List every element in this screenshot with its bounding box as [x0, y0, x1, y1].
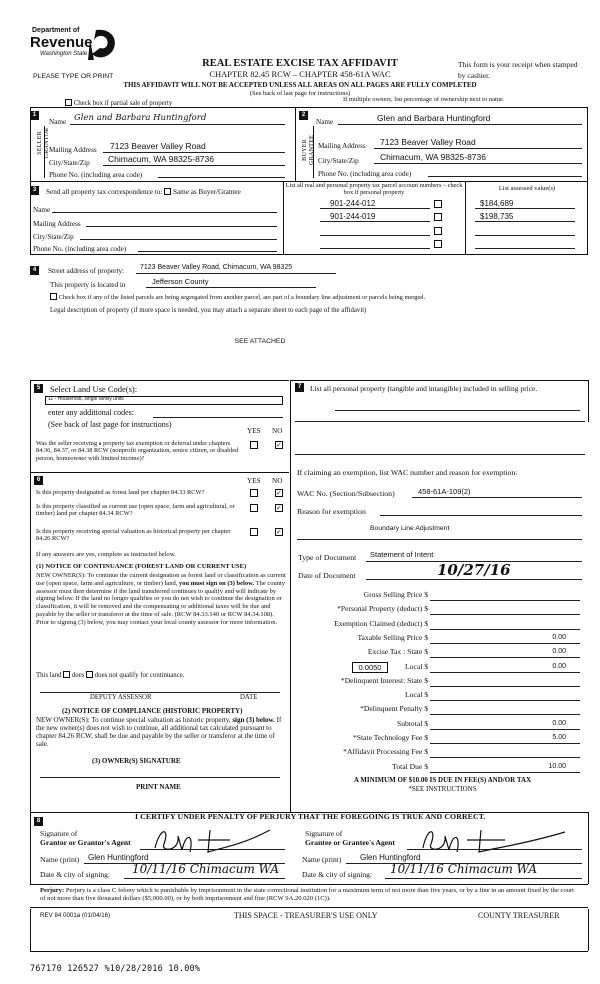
s5-no: NO: [272, 427, 283, 435]
street-value[interactable]: 7123 Beaver Valley Road, Chimacum, WA 98325: [140, 264, 293, 271]
doc-date-value[interactable]: 10/27/16: [437, 561, 511, 579]
minimum-fee-note: A MINIMUM OF $10.00 IS DUE IN FEE(S) AND/OR TAX: [353, 776, 532, 784]
buyer-name-label: Name: [316, 118, 334, 126]
additional-codes-label: enter any additional codes:: [48, 408, 134, 417]
section-5-number: 5: [34, 384, 43, 393]
fee-row: [296, 634, 586, 646]
notice-compliance-text: [36, 716, 286, 748]
county-treasurer: COUNTY TREASURER: [478, 911, 560, 920]
grantor-date-value[interactable]: 10/11/16 Chimacum WA: [132, 862, 280, 876]
segregated-checkbox[interactable]: [50, 293, 57, 300]
seller-address-value[interactable]: 7123 Beaver Valley Road: [110, 141, 206, 151]
form-chapter: CHAPTER 82.45 RCW – CHAPTER 458-61A WAC: [209, 69, 391, 79]
fee-row: [296, 605, 586, 617]
seller-name-value[interactable]: Glen and Barbara Huntingford: [74, 113, 207, 123]
fee-label: *State Technology Fee $: [352, 733, 428, 742]
grantor-signature[interactable]: [150, 822, 280, 857]
buyer-address-label: Mailing Address: [318, 142, 366, 150]
section-8-number: 8: [34, 817, 43, 826]
county-value[interactable]: Jefferson County: [152, 277, 209, 286]
historic-no-checkbox[interactable]: ✓: [276, 528, 282, 536]
grantee-name-value[interactable]: Glen Huntingford: [360, 853, 421, 862]
reason-value[interactable]: Boundary Line Adjustment: [370, 525, 450, 532]
assessed-value[interactable]: $198,735: [480, 212, 514, 221]
assessed-header: List assessed value(s): [498, 185, 556, 192]
fee-value[interactable]: 0.00: [552, 648, 566, 656]
dept-line2: Revenue: [30, 34, 93, 51]
perjury-bold: Perjury:: [40, 887, 65, 894]
fee-label: *Personal Property (deduct) $: [337, 604, 428, 614]
wac-value[interactable]: 458-61A-109(2): [418, 487, 471, 496]
same-as-buyer-checkbox[interactable]: [164, 188, 171, 195]
personal-property-checkbox[interactable]: [434, 200, 442, 208]
send-label: Send all property tax correspondence to:: [46, 188, 163, 196]
grantor-name-label: Name (print): [40, 855, 80, 864]
land-use-label: Select Land Use Code(s):: [50, 384, 138, 394]
section-4-number: 4: [30, 266, 39, 275]
s3-phone-label: Phone No. (including area code): [33, 245, 127, 253]
personal-property-label: List all personal property (tangible and intangible) included in selling price.: [310, 384, 538, 393]
send-correspondence: [46, 188, 241, 196]
header-see-back: (See back of last page for instructions): [249, 90, 351, 97]
notice-compliance-title: (2) NOTICE OF COMPLIANCE (HISTORIC PROPERTY): [62, 707, 243, 715]
notice-continuance-title: (1) NOTICE OF CONTINUANCE (FOREST LAND OR CURRENT USE): [36, 563, 247, 570]
notice2-c: If the new owner(s) does not wish to continue, all additional tax calculated pursuant to chapter 84.26 RCW, shall be due and payable by the seller or transferor at the time of sale.: [36, 716, 282, 749]
fee-label: Gross Selling Price $: [363, 590, 428, 599]
grantee-date-label: Date & city of signing:: [302, 870, 373, 879]
see-attached: SEE ATTACHED: [234, 338, 286, 345]
form-warning: THIS AFFIDAVIT WILL NOT BE ACCEPTED UNLESS ALL AREAS ON ALL PAGES ARE FULLY COMPLETED: [123, 81, 477, 89]
fee-row: [296, 748, 586, 760]
assessed-value[interactable]: $184,689: [480, 199, 514, 208]
segregated-label: Check box if any of the listed parcels are being segregated from another parcel, are part of a boundary line adjustment or parcels being merged.: [58, 294, 426, 301]
notice1-a: NEW OWNER(S): To continue the current designation as forest land or classification as current use (open space, farm and agriculture, or timber) land,: [36, 572, 286, 587]
land-qualify-row: [36, 671, 184, 680]
fee-row: [296, 677, 586, 689]
fee-row: [296, 763, 586, 775]
perjury-notice: [40, 887, 580, 903]
buyer-city-value[interactable]: Chimacum, WA 98325-8736: [380, 152, 486, 162]
section-6-number: 6: [34, 476, 43, 485]
fee-label: Taxable Selling Price $: [357, 632, 428, 642]
buyer-city-label: City/State/Zip: [318, 157, 359, 165]
current-use-yes-checkbox[interactable]: [250, 504, 258, 512]
grantor-sig-l2: Grantor or Grantor's Agent: [40, 837, 131, 847]
seller-name-label: Name: [49, 118, 67, 126]
s3-address-label: Mailing Address: [33, 220, 81, 228]
historic-question: Is this property receiving special valuation as historical property per chapter 84.26 RCW?: [36, 528, 231, 543]
land-use-select[interactable]: [45, 396, 283, 405]
fee-row: [296, 720, 586, 732]
buyer-name-value[interactable]: Glen and Barbara Huntingford: [377, 113, 491, 123]
s5-yes: YES: [247, 427, 261, 435]
does-not-label: does not: [94, 672, 118, 679]
fee-row: [296, 591, 586, 603]
street-label: Street address of property:: [48, 267, 125, 275]
parcel-row: [290, 238, 585, 250]
seller-side-label: SELLER GRANTOR: [37, 127, 50, 159]
fee-label: Local $: [405, 661, 428, 671]
notice2-b: sign (3) below.: [232, 716, 275, 724]
parcel-row: [290, 198, 585, 210]
if-yes-note: If any answers are yes, complete as instructed below.: [36, 551, 176, 558]
section-2-number: 2: [299, 111, 308, 120]
current-use-no-checkbox[interactable]: ✓: [276, 504, 282, 512]
buyer-phone-label: Phone No. (including area code): [318, 170, 412, 178]
legal-description-label: Legal description of property (if more space is needed, you may attach a separate sheet to each page of the affidavit): [50, 307, 367, 314]
wac-label: WAC No. (Section/Subsection): [297, 489, 395, 498]
grantee-signature[interactable]: [415, 822, 575, 857]
buyer-address-value[interactable]: 7123 Beaver Valley Road: [380, 137, 476, 147]
doc-date-label: Date of Document: [298, 571, 356, 580]
parcel-row: [290, 225, 585, 237]
fee-label: Excise Tax : State $: [367, 647, 428, 657]
doc-type-value[interactable]: Statement of Intent: [370, 550, 434, 559]
same-as-buyer-label: Same as Buyer/Grantee: [172, 188, 241, 196]
s3-name-label: Name: [33, 206, 51, 214]
grantee-date-value[interactable]: 10/11/16 Chimacum WA: [390, 862, 538, 876]
grantor-sig-l1: Signature of: [40, 829, 78, 838]
located-label: This property is located in: [50, 281, 126, 289]
historic-yes-checkbox[interactable]: [250, 528, 258, 536]
rev-number: REV 84 0001a (01/04/16): [40, 912, 111, 919]
grantee-sig-label: [305, 830, 395, 847]
notice1-b: you must sign on (3) below.: [178, 579, 255, 587]
s6-yes: YES: [247, 477, 261, 485]
fee-value[interactable]: 0.00: [552, 719, 566, 727]
fee-row: [296, 705, 586, 717]
please-type: PLEASE TYPE OR PRINT: [33, 73, 114, 80]
seller-city-label: City/State/Zip: [49, 159, 90, 167]
receipt-note: This form is your receipt when stamped by cashier.: [458, 60, 578, 80]
claiming-exemption-label: If claiming an exemption, list WAC number and reason for exemption:: [297, 468, 518, 477]
notice2-a: NEW OWNER(S): To continue special valuation as historic property,: [36, 716, 231, 724]
land-label: This land: [36, 672, 62, 679]
forest-no-checkbox[interactable]: ✓: [276, 489, 282, 497]
personal-property-checkbox[interactable]: [434, 227, 442, 235]
dept-line3: Washington State: [40, 51, 88, 57]
segregated-row: [50, 293, 425, 301]
perjury-text: Perjury is a class C felony which is punishable by imprisonment in the state correctional institution for a maximum term of not more than five years, or by a fine in an amount fixed by the court of not more than five thousand dollars ($5,000.00), or by both imprisonment and fine (RCW 9A.20.020 (1C)).: [40, 887, 574, 903]
parcel-number[interactable]: 901-244-019: [330, 212, 376, 221]
multiple-owners-note: If multiple owners, list percentage of ownership next to name.: [343, 96, 505, 103]
doc-type-label: Type of Document: [298, 553, 357, 562]
s5-see-back: (See back of last page for instructions): [48, 420, 172, 429]
qualify-label: qualify for continuance.: [119, 672, 185, 679]
parcel-row: [290, 211, 585, 223]
fee-label: Subtotal $: [396, 718, 428, 728]
fee-label: *Affidavit Processing Fee $: [343, 747, 428, 757]
forest-question: Is this property designated as forest land per chapter 84.33 RCW?: [36, 489, 205, 496]
see-instructions: *SEE INSTRUCTIONS: [408, 785, 477, 793]
does-label: does: [71, 672, 85, 679]
fee-value[interactable]: 0.00: [552, 633, 566, 641]
personal-property-checkbox[interactable]: [434, 240, 442, 248]
owner-signature-label: (3) OWNER(S) SIGNATURE: [92, 757, 181, 765]
print-name-label: PRINT NAME: [136, 783, 181, 791]
fee-label: Total Due $: [392, 761, 428, 771]
does-checkbox[interactable]: [63, 671, 70, 678]
personal-property-checkbox[interactable]: [434, 213, 442, 221]
fee-row: [296, 648, 586, 660]
fee-row: [296, 620, 586, 632]
grantee-sig-l1: Signature of: [305, 829, 343, 838]
dept-line1: Department of: [32, 27, 80, 34]
grantor-sig-label: [40, 830, 131, 847]
fee-label: Exemption Claimed (deduct) $: [334, 618, 428, 628]
partial-sale-label: Check box if partial sale of property: [73, 100, 173, 107]
certify-statement: I CERTIFY UNDER PENALTY OF PERJURY THAT THE FOREGOING IS TRUE AND CORRECT.: [135, 812, 486, 821]
parcel-number[interactable]: 901-244-012: [330, 199, 376, 208]
grantor-date-label: Date & city of signing:: [40, 870, 111, 879]
reason-label: Reason for exemption: [297, 507, 366, 516]
forest-yes-checkbox[interactable]: [250, 489, 258, 497]
notice-continuance-text: [36, 572, 286, 627]
fee-value[interactable]: 10.00: [548, 762, 566, 770]
parcels-header: List all real and personal property tax parcel account numbers – check box if personal property: [285, 182, 463, 197]
cashier-stamp: 767170 126527 %10/28/2016 10.00%: [30, 964, 201, 974]
section-3-number: 3: [30, 186, 39, 195]
form-title: REAL ESTATE EXCISE TAX AFFIDAVIT: [202, 58, 398, 69]
local-rate-box[interactable]: 0.0050: [352, 662, 388, 673]
grantee-name-label: Name (print): [302, 855, 342, 864]
fee-row: [296, 734, 586, 746]
grantor-name-value[interactable]: Glen Huntingford: [88, 853, 149, 862]
current-use-question: Is this property classified as current use (open space, farm and agricultural, or timber) land per chapter 84.34 RCW?: [36, 503, 235, 518]
s6-no: NO: [272, 477, 283, 485]
fee-label: Local $: [405, 690, 428, 700]
seller-city-value[interactable]: Chimacum, WA 98325-8736: [108, 154, 214, 164]
buyer-side-label: BUYER GRANTEE: [302, 134, 315, 165]
s3-city-label: City/State/Zip: [33, 233, 74, 241]
seller-phone-label: Phone No. (including area code): [49, 171, 143, 179]
does-not-checkbox[interactable]: [86, 671, 93, 678]
notice1-c: The county assessor must then determine if the land transferred continues to qualify and will indicate by signing below. If the land no longer qualifies or you do not wish to continue the designation or classification, it will be removed and the compensating or additional taxes will be due and payable by the seller or transferor at the time of sale. (RCW 84.33.140 or RCW 84.34.108). Prior to signing (3) below, you may contact your local county assessor for more information.: [36, 579, 286, 626]
fee-row: [296, 663, 586, 675]
fee-row: [296, 691, 586, 703]
exemption-no-checkbox[interactable]: ✓: [276, 441, 282, 449]
fee-value[interactable]: 5.00: [552, 734, 566, 741]
fee-label: *Delinquent Interest: State $: [340, 675, 428, 685]
seller-address-label: Mailing Address: [49, 146, 97, 154]
treasurer-space: THIS SPACE - TREASURER'S USE ONLY: [234, 911, 378, 920]
section-1-number: 1: [30, 111, 39, 120]
deputy-date-label: DATE: [240, 694, 258, 701]
grantee-sig-l2: Grantee or Grantee's Agent: [305, 837, 395, 847]
exemption-yes-checkbox[interactable]: [250, 441, 258, 449]
fee-label: *Delinquent Penalty $: [360, 704, 428, 714]
section-7-number: 7: [295, 383, 304, 392]
fee-value[interactable]: 0.00: [552, 662, 566, 670]
land-use-selected: 11 - Household, single family units: [48, 396, 124, 402]
exemption-question: Was the seller receiving a property tax exemption or deferral under chapters 84.36, 84.37, or 84.38 RCW (nonprofit organization, senior citizen, or disabled person, homeowner with limited income)?: [36, 440, 239, 462]
deputy-assessor-label: DEPUTY ASSESSOR: [90, 694, 152, 701]
partial-sale-checkbox[interactable]: [65, 99, 72, 106]
